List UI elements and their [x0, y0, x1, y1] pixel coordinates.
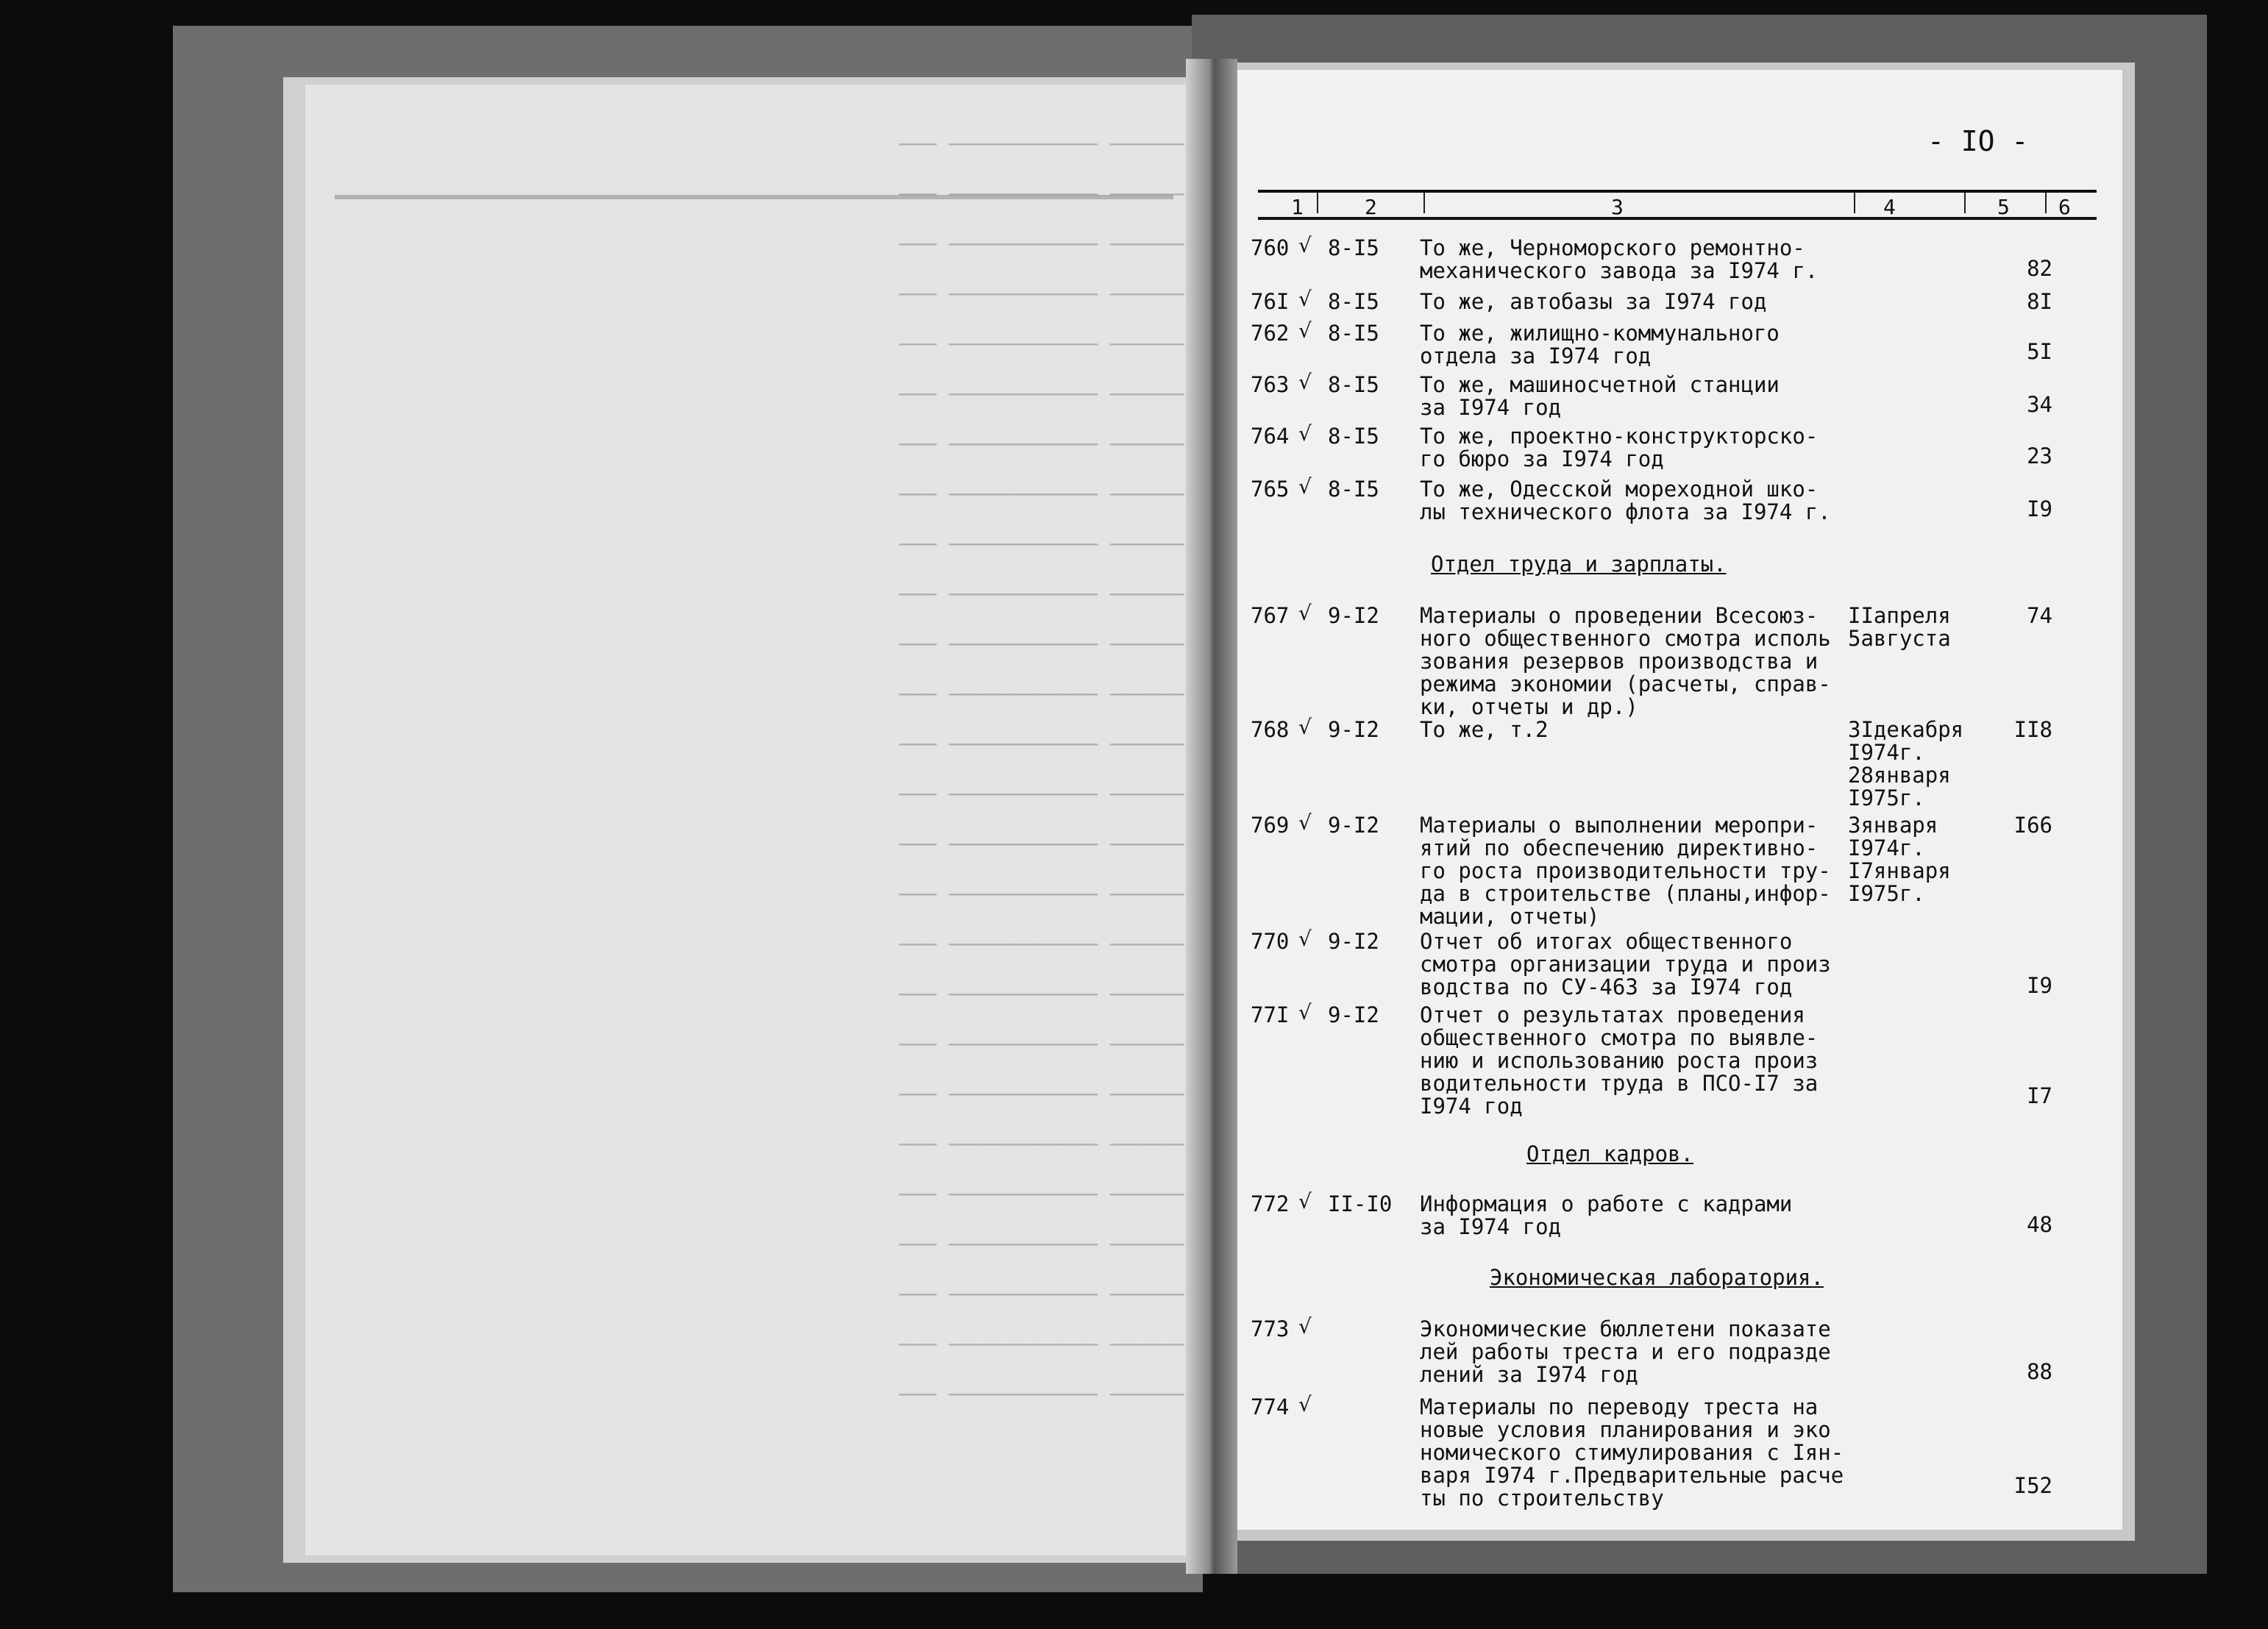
check-mark-icon: √	[1298, 318, 1312, 343]
bleed-through-line: ────── ──────────── ───	[899, 582, 1184, 607]
check-mark-icon: √	[1298, 370, 1312, 394]
check-mark-icon: √	[1298, 474, 1312, 499]
row-title: То же, Одесской мореходной шко- лы технического флота за I974 г.	[1420, 477, 1831, 524]
row-code: 8-I5	[1328, 424, 1379, 449]
row-title: То же, автобазы за I974 год	[1420, 289, 1767, 314]
check-mark-icon: √	[1298, 1314, 1312, 1339]
check-mark-icon: √	[1298, 233, 1312, 257]
row-pages: 88	[2027, 1359, 2052, 1384]
row-code: 9-I2	[1328, 603, 1379, 628]
row-pages: I9	[2027, 973, 2052, 998]
bleed-through-line: ────── ──────────── ───	[899, 833, 1184, 857]
section-heading-personnel: Отдел кадров.	[1526, 1141, 1693, 1166]
row-pages: 74	[2027, 603, 2052, 628]
column-divider	[1317, 193, 1318, 213]
row-dates: IIапреля 5августа	[1848, 603, 1951, 651]
row-code: 8-I5	[1328, 235, 1379, 260]
column-divider	[1964, 193, 1966, 213]
row-pages: 82	[2027, 256, 2052, 281]
row-dates: 3января I974г. I7января I975г.	[1848, 813, 1951, 906]
row-pages: I9	[2027, 496, 2052, 521]
row-code: 8-I5	[1328, 372, 1379, 397]
bleed-through-line: ────── ──────────── ───	[899, 1083, 1184, 1107]
row-number: 768	[1251, 717, 1290, 742]
bleed-through-line: ────── ──────────── ───	[899, 933, 1184, 957]
row-number: 772	[1251, 1191, 1290, 1216]
row-number: 763	[1251, 372, 1290, 397]
column-divider	[1854, 193, 1855, 213]
header-rule-top	[1258, 190, 2097, 193]
bleed-through-line: ────── ──────────── ───	[899, 983, 1184, 1007]
bleed-through-line: ────── ──────────── ───	[899, 182, 1184, 207]
row-pages: I52	[2013, 1473, 2052, 1498]
row-code: 9-I2	[1328, 717, 1379, 742]
row-pages: 34	[2027, 392, 2052, 417]
row-title: Информация о работе с кадрами за I974 год	[1420, 1191, 1793, 1239]
section-heading-labor: Отдел труда и зарплаты.	[1431, 552, 1727, 577]
row-title: Материалы по переводу треста на новые условия планирования и эко номического стимулирования с Iян- варя I974 г.Предварительные расче ты по строительству	[1420, 1394, 1844, 1511]
bleed-through-line: ────── ──────────── ───	[899, 732, 1184, 757]
check-mark-icon: √	[1298, 1000, 1312, 1024]
header-rule-bottom	[1258, 217, 2097, 220]
row-title: То же, машиносчетной станции за I974 год	[1420, 372, 1780, 420]
bleed-through-line: ────── ──────────── ───	[899, 1383, 1184, 1407]
row-code: 9-I2	[1328, 1002, 1379, 1027]
bleed-through-line: ────── ──────────── ───	[899, 1033, 1184, 1057]
bleed-through-line: ────── ──────────── ───	[899, 232, 1184, 257]
row-title: То же, проектно-конструкторско- го бюро за I974 год	[1420, 424, 1819, 471]
column-header-6: 6	[2058, 195, 2071, 219]
row-number: 765	[1251, 477, 1290, 502]
row-dates: 3Iдекабря I974г. 28января I975г.	[1848, 717, 1964, 810]
bleed-through-line: ────── ──────────── ───	[899, 783, 1184, 807]
column-header-1: 1	[1291, 195, 1304, 219]
row-pages: I7	[2027, 1083, 2052, 1108]
check-mark-icon: √	[1298, 287, 1312, 311]
row-title: То же, жилищно-коммунального отдела за I974 год	[1420, 321, 1780, 368]
row-title: То же, Черноморского ремонтно- механического завода за I974 г.	[1420, 235, 1819, 283]
row-number: 76I	[1251, 289, 1290, 314]
row-number: 762	[1251, 321, 1290, 346]
bleed-through-line: ────── ──────────── ───	[899, 532, 1184, 557]
row-number: 77I	[1251, 1002, 1290, 1027]
check-mark-icon: √	[1298, 715, 1312, 739]
bleed-through-line: ────── ──────────── ───	[899, 132, 1184, 157]
check-mark-icon: √	[1298, 601, 1312, 625]
bleed-through-line: ────── ──────────── ───	[899, 382, 1184, 407]
column-header-3: 3	[1611, 195, 1624, 219]
check-mark-icon: √	[1298, 927, 1312, 951]
check-mark-icon: √	[1298, 810, 1312, 835]
row-number: 760	[1251, 235, 1290, 260]
check-mark-icon: √	[1298, 1189, 1312, 1213]
bleed-through-line: ────── ──────────── ───	[899, 632, 1184, 657]
row-pages: 48	[2027, 1212, 2052, 1237]
bleed-through-line: ────── ──────────── ───	[899, 1283, 1184, 1307]
bleed-through-line: ────── ──────────── ───	[899, 682, 1184, 707]
column-header-5: 5	[1997, 195, 2010, 219]
row-code: 8-I5	[1328, 289, 1379, 314]
bleed-through-text	[338, 132, 1184, 1530]
bleed-through-line: ────── ──────────── ───	[899, 432, 1184, 457]
column-header-2: 2	[1365, 195, 1377, 219]
row-title: Отчет о результатах проведения общественного смотра по выявле- нию и использованию роста произ водительности труда в ПСО-I7 за I974 год	[1420, 1002, 1819, 1119]
row-pages: 8I	[2027, 289, 2052, 314]
bleed-through-line: ────── ──────────── ───	[899, 482, 1184, 507]
row-number: 770	[1251, 929, 1290, 954]
page-number: - IO -	[1927, 125, 2029, 157]
row-code: 8-I5	[1328, 321, 1379, 346]
column-divider	[2045, 193, 2047, 213]
bleed-through-line: ────── ──────────── ───	[899, 332, 1184, 357]
row-pages: II8	[2013, 717, 2052, 742]
row-title: Материалы о выполнении меропри- ятий по обеспечению директивно- го роста производительности тру- да в строительстве (планы,инфор- мации, отчеты)	[1420, 813, 1831, 929]
row-number: 773	[1251, 1316, 1290, 1341]
bleed-through-line: ────── ──────────── ───	[899, 1333, 1184, 1357]
column-header-4: 4	[1883, 195, 1896, 219]
row-number: 774	[1251, 1394, 1290, 1419]
bleed-through-line: ────── ──────────── ───	[899, 883, 1184, 907]
row-title: Экономические бюллетени показате лей работы треста и его подразде лений за I974 год	[1420, 1316, 1831, 1387]
bleed-through-line: ────── ──────────── ───	[899, 1183, 1184, 1207]
bleed-through-line: ────── ──────────── ───	[899, 282, 1184, 307]
check-mark-icon: √	[1298, 1392, 1312, 1416]
section-heading-economics: Экономическая лаборатория.	[1490, 1265, 1824, 1290]
row-title: То же, т.2	[1420, 717, 1549, 742]
row-pages: 23	[2027, 443, 2052, 468]
row-code: 9-I2	[1328, 929, 1379, 954]
bleed-through-line: ────── ──────────── ───	[899, 1133, 1184, 1157]
row-title: Отчет об итогах общественного смотра организации труда и произ водства по СУ-463 за I974 год	[1420, 929, 1831, 999]
check-mark-icon: √	[1298, 421, 1312, 446]
row-code: 8-I5	[1328, 477, 1379, 502]
row-number: 769	[1251, 813, 1290, 838]
book-gutter	[1186, 59, 1237, 1574]
row-pages: 5I	[2027, 339, 2052, 364]
row-number: 767	[1251, 603, 1290, 628]
bleed-through-line: ────── ──────────── ───	[899, 1233, 1184, 1257]
row-number: 764	[1251, 424, 1290, 449]
row-code: 9-I2	[1328, 813, 1379, 838]
row-code: II-I0	[1328, 1191, 1393, 1216]
row-pages: I66	[2013, 813, 2052, 838]
row-title: Материалы о проведении Всесоюз- ного общественного смотра исполь зования резервов производства и режима экономии (расчеты, справ- ки, отчеты и др.)	[1420, 603, 1831, 719]
column-divider	[1423, 193, 1425, 213]
